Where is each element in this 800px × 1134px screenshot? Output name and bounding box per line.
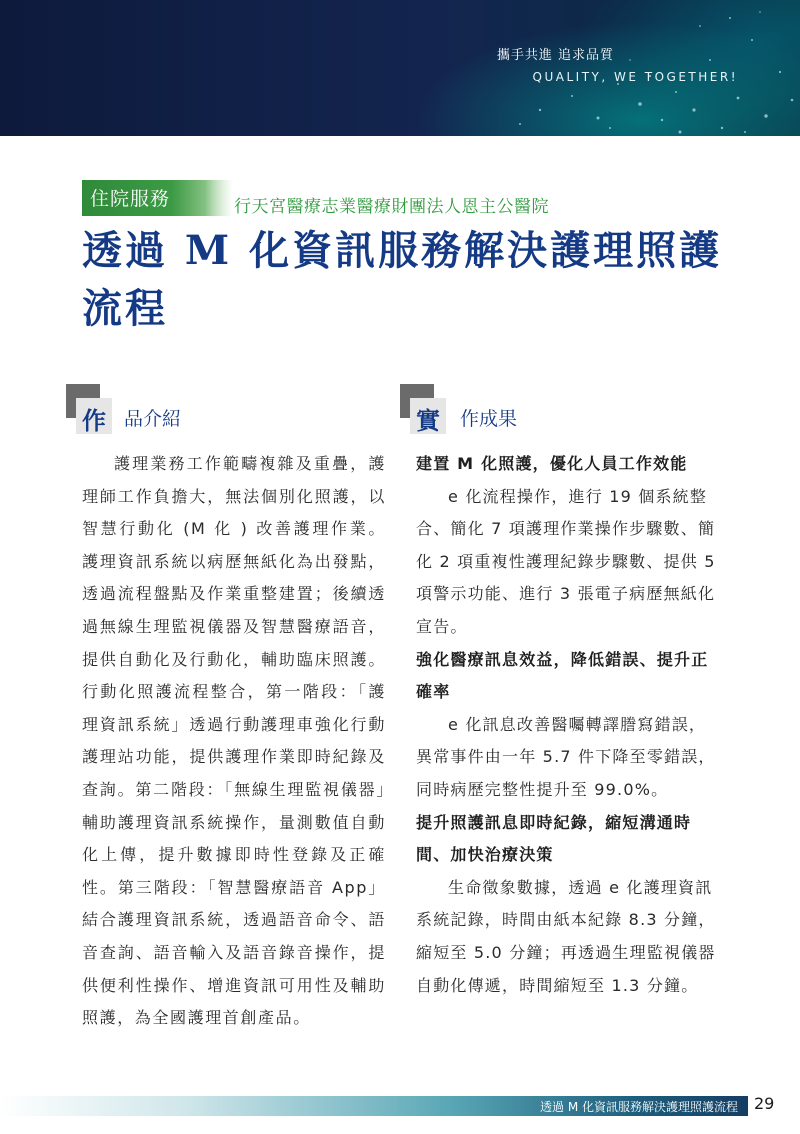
intro-column (82, 448, 386, 1035)
result-body: 生命徵象數據，透過 e 化護理資訊系統記錄，時間由紙本紀錄 8.3 分鐘，縮短至 5.0 分鐘；再透過生理監視儀器自動化傳遞，時間縮短至 1.3 分鐘。 (416, 877, 716, 995)
header-tagline-chinese: 攜手共進 追求品質 (496, 48, 614, 63)
results-heading-char: 實 (416, 407, 440, 435)
intro-heading: 品介紹 (124, 408, 182, 430)
category-label: 住院服務 (90, 188, 171, 210)
result-body: e 化流程操作，進行 19 個系統整合、簡化 7 項護理作業操作步驟數、簡化 2 項重複性護理紀錄步驟數、提供 5 項警示功能、進行 3 張電子病歷無紙化宣告。 (416, 486, 716, 636)
results-column (416, 448, 722, 1002)
result-subtitle: 強化醫療訊息效益，降低錯誤、提升正確率 (416, 649, 709, 702)
result-subtitle: 提升照護訊息即時紀錄，縮短溝通時間、加快治療決策 (416, 812, 692, 865)
hospital-name: 行天宮醫療志業醫療財團法人恩主公醫院 (234, 197, 549, 217)
intro-heading-char: 作 (82, 407, 106, 435)
result-subtitle: 建置 M 化照護，優化人員工作效能 (416, 454, 688, 473)
result-body: e 化訊息改善醫囑轉譯謄寫錯誤，異常事件由一年 5.7 件下降至零錯誤，同時病歷完整性提升至 99.0%。 (416, 714, 716, 799)
page-number: 29 (754, 1094, 775, 1113)
footer-running-title: 透過 M 化資訊服務解決護理照護流程 (540, 1100, 738, 1114)
article-title: 透過 M 化資訊服務解決護理照護流程 (82, 227, 723, 332)
header-tagline-english: QUALITY, WE TOGETHER! (532, 70, 738, 84)
results-heading: 作成果 (460, 408, 518, 430)
particle-decoration-icon (0, 0, 800, 136)
intro-body: 護理業務工作範疇複雜及重疊，護理師工作負擔大，無法個別化照護，以智慧行動化 (M 化 ) 改善護理作業。護理資訊系統以病歷無紙化為出發點，透過流程盤點及作業重整建置；後續透過無線生理監視儀器及智慧醫療語音，提供自動化及行動化，輔助臨床照護。行動化照護流程整合，第一階段：「護理資訊系統」透過行動護理車強化行動護理站功能，提供護理作業即時紀錄及查詢。第二階段：「無線生理監視儀器」輔助護理資訊系統操作，量測數值自動化上傳，提升數據即時性登錄及正確性。第三階段：「智慧醫療語音 App」結合護理資訊系統，透過語音命令、語音查詢、語音輸入及語音錄音操作，提供便利性操作、增進資訊可用性及輔助照護，為全國護理首創產品。 (82, 454, 386, 1028)
header-banner (0, 0, 800, 136)
